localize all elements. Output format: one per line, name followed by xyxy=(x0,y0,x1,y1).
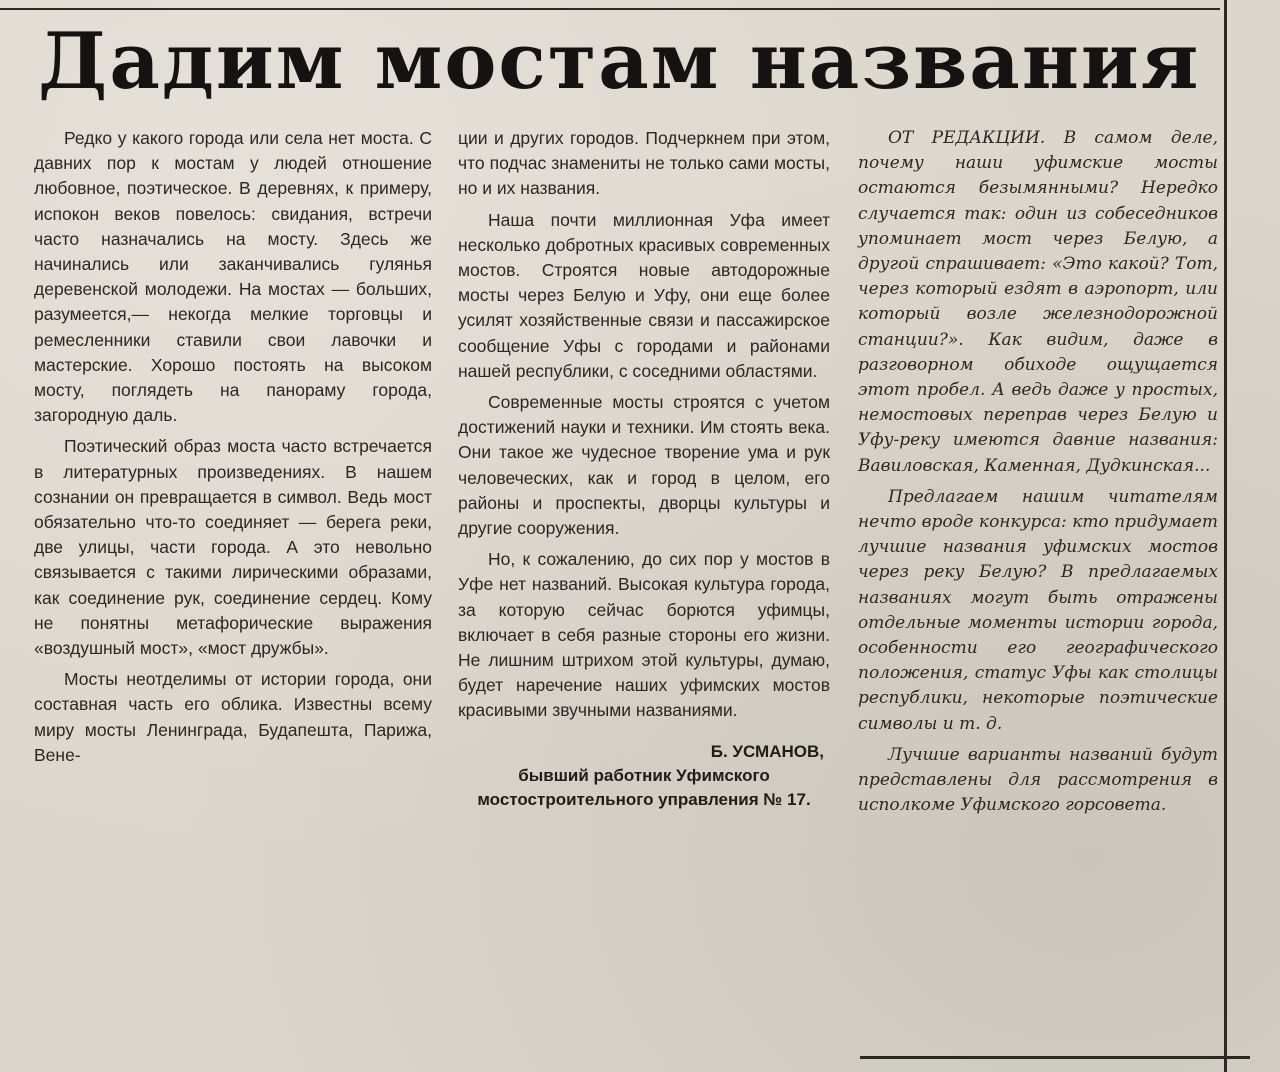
paragraph: Поэтический образ моста часто встречается в литературных произведениях. В нашем сознании он превращается в символ. Ведь мост обязательно что-то соединяет — берега реки, две улицы, части города. А это невольно связывается с такими лирическими образами, как соединение рук, соединение сердец. Кому не понятны метафорические выражения «воздушный мост», «мост дружбы». xyxy=(34,436,432,659)
paragraph: Но, к сожалению, до сих пор у мостов в Уфе нет названий. Высокая культура города, за которую сейчас борются уфимцы, включает в себя разные стороны его жизни. Не лишним штрихом этой культуры, думаю, будет наречение наших уфимских мостов красивыми звучными названиями. xyxy=(458,549,830,721)
paragraph: Лучшие варианты названий будут представлены для рассмотрения в исполкоме Уфимского горсовета. xyxy=(858,744,1218,816)
article-headline: Дадим мостам названия xyxy=(38,16,1201,107)
editorial-note-column xyxy=(858,126,1218,818)
author-name: Б. УСМАНОВ, xyxy=(710,741,824,761)
paragraph: ции и других городов. Подчеркнем при этом, что подчас знамениты не только сами мосты, но и их названия. xyxy=(458,128,830,199)
bottom-rule xyxy=(860,1056,1250,1059)
paragraph: ОТ РЕДАКЦИИ. В самом деле, почему наши уфимские мосты остаются безымянными? Нередко случается так: один из собеседников упоминает мост через Белую, а другой спрашивает: «Это какой? Тот, через который ездят в аэропорт, или который возле железнодорожной станции?». Как видим, даже в разговорном обиходе ощущается этот пробел. А ведь даже у простых, немостовых переправ через Белую и Уфу-реку имеются давние названия: Вавиловская, Каменная, Дудкинская... xyxy=(858,128,1218,476)
article-column-2 xyxy=(458,126,830,812)
column-divider-right xyxy=(1224,0,1227,1072)
paragraph: Мосты неотделимы от истории города, они составная часть его облика. Известны всему миру мосты Ленинграда, Будапешта, Парижа, Вене- xyxy=(34,669,432,765)
author-signature xyxy=(458,740,830,812)
paragraph: Предлагаем нашим читателям нечто вроде конкурса: кто придумает лучшие названия уфимских мостов через реку Белую? В предлагаемых названиях могут быть отражены отдельные моменты истории города, особенности его географического положения, статус Уфы как столицы республики, некоторые поэтические символы и т. д. xyxy=(858,486,1218,734)
paragraph: Редко у какого города или села нет моста. С давних пор к мостам у людей отношение любовное, поэтическое. В деревнях, к примеру, испокон веков повелось: свидания, встречи часто назначались на мосту. Здесь же начинались или заканчивались гулянья деревенской молодежи. На мостах — больших, разумеется,— некогда мелкие торговцы и ремесленники ставили свои лавочки и мастерские. Хорошо постоять на высоком мосту, поглядеть на панораму города, загородную даль. xyxy=(34,128,432,426)
paragraph: Наша почти миллионная Уфа имеет несколько добротных красивых современных мостов. Строятся новые автодорожные мосты через Белую и Уфу, они еще более усилят хозяйственные связи и пассажирское сообщение Уфы с городами и районами нашей республики, с соседними областями. xyxy=(458,209,830,381)
article-column-1 xyxy=(34,126,432,768)
author-title: бывший работник Уфимского мостостроительного управления № 17. xyxy=(477,765,811,809)
paragraph: Современные мосты строятся с учетом достижений науки и техники. Им стоять века. Они такое же чудесное творение ума и рук человеческих, как и город в целом, его районы и проспекты, дворцы культуры и другие сооружения. xyxy=(458,392,830,539)
